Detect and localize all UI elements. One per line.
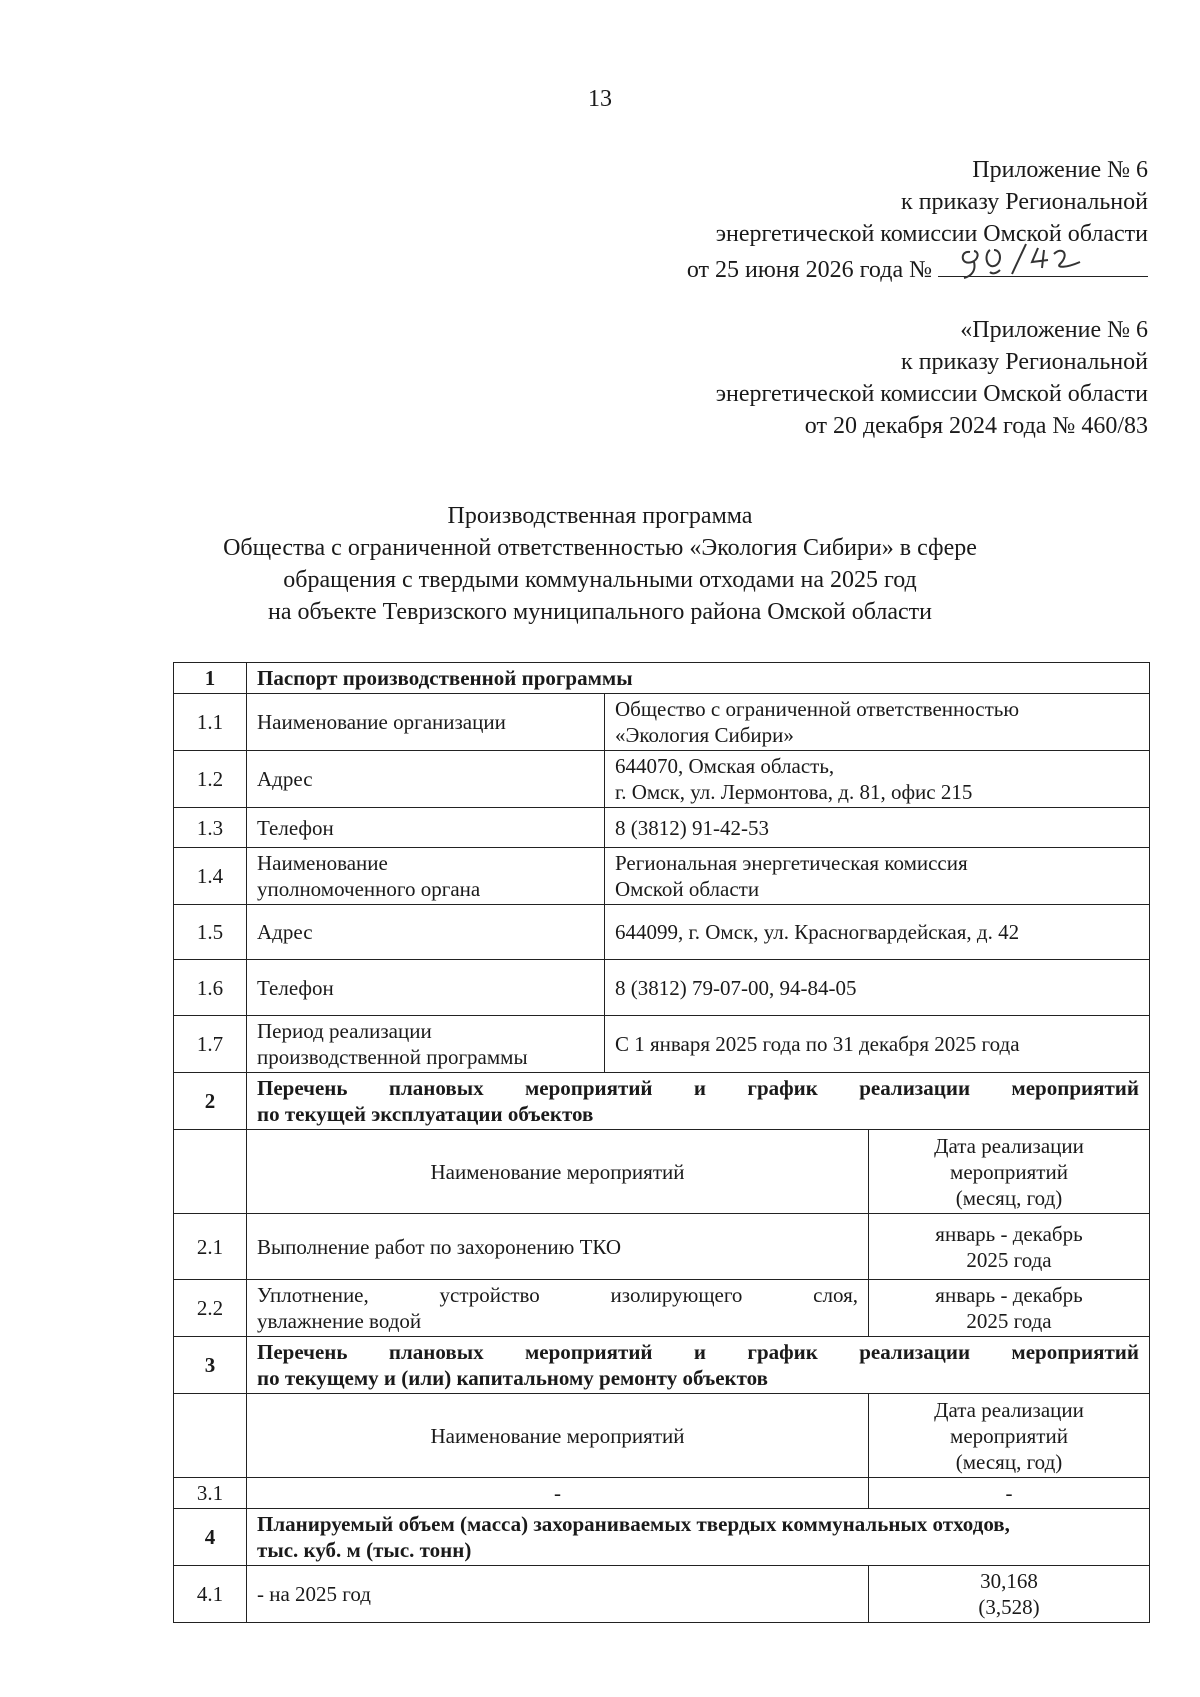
title-line: Общества с ограниченной ответственностью «Экология Сибири» в сфере (223, 535, 977, 561)
appendix-line: к приказу Региональной (901, 189, 1148, 215)
title-line: обращения с твердыми коммунальными отходами на 2025 год (283, 567, 917, 593)
column-header-line: мероприятий (950, 1423, 1068, 1448)
row-value-line: Общество с ограниченной ответственностью (615, 697, 1020, 721)
section-title (247, 1509, 1150, 1566)
section-number: 2 (174, 1073, 247, 1130)
row-number: 1.2 (174, 751, 247, 808)
row-value-line: 644070, Омская область, (615, 754, 835, 778)
column-header (869, 1394, 1150, 1478)
table-row (174, 960, 1150, 1016)
row-label: Наименование организации (247, 694, 605, 751)
section-title: Паспорт производственной программы (247, 663, 1150, 694)
table-row (174, 848, 1150, 905)
row-number: 1.4 (174, 848, 247, 905)
row-value: 644099, г. Омск, ул. Красногвардейская, д. 42 (605, 905, 1150, 960)
row-number: 1.7 (174, 1016, 247, 1073)
row-value-line: Региональная энергетическая комиссия (615, 851, 968, 875)
table-row (174, 694, 1150, 751)
table-row (174, 751, 1150, 808)
table-row (174, 1016, 1150, 1073)
measure-name: Выполнение работ по захоронению ТКО (247, 1214, 869, 1280)
measure-date-line: 2025 года (966, 1247, 1052, 1272)
column-header: Наименование мероприятий (247, 1130, 869, 1214)
column-header (869, 1130, 1150, 1214)
measure-date-line: январь - декабрь (935, 1283, 1083, 1307)
measure-name-line: Уплотнение, устройство изолирующего слоя, (257, 1283, 858, 1307)
appendix-line: к приказу Региональной (901, 349, 1148, 375)
appendix-line: Приложение № 6 (972, 157, 1148, 183)
section-title-line: по текущему и (или) капитальному ремонту объектов (257, 1366, 768, 1390)
table-row (174, 1509, 1150, 1566)
column-header-line: Дата реализации (934, 1133, 1084, 1158)
row-number: 1.5 (174, 905, 247, 960)
row-label (247, 1016, 605, 1073)
document-title (0, 500, 1200, 628)
row-value-line: Омской области (615, 877, 760, 901)
measure-date-line: 2025 года (966, 1309, 1052, 1333)
appendix-order-line (687, 250, 1148, 286)
measure-name: - на 2025 год (247, 1566, 869, 1623)
row-value: 8 (3812) 91-42-53 (605, 808, 1150, 848)
column-header-line: (месяц, год) (955, 1185, 1063, 1210)
section-title-line: Планируемый объем (масса) захораниваемых твердых коммунальных отходов, (257, 1512, 1010, 1536)
row-value (605, 694, 1150, 751)
table-row (174, 1073, 1150, 1130)
measure-name: - (247, 1478, 869, 1509)
table-row (174, 1337, 1150, 1394)
measure-date-line: январь - декабрь (935, 1221, 1083, 1246)
row-value-line: г. Омск, ул. Лермонтова, д. 81, офис 215 (615, 780, 973, 804)
planned-volume-line: 30,168 (980, 1569, 1038, 1593)
row-label: Адрес (247, 905, 605, 960)
row-label (247, 848, 605, 905)
row-number: 1.1 (174, 694, 247, 751)
column-header-line: мероприятий (950, 1159, 1068, 1184)
row-label-line: Период реализации (257, 1019, 432, 1043)
column-header-line: (месяц, год) (955, 1449, 1063, 1474)
section-title-line: по текущей эксплуатации объектов (257, 1102, 594, 1126)
table-row (174, 808, 1150, 848)
measure-date (869, 1214, 1150, 1280)
table-row (174, 905, 1150, 960)
appendix-line: от 20 декабря 2024 года № 460/83 (804, 413, 1148, 439)
row-label-line: уполномоченного органа (257, 877, 481, 901)
section-number: 1 (174, 663, 247, 694)
section-number: 4 (174, 1509, 247, 1566)
row-value: С 1 января 2025 года по 31 декабря 2025 года (605, 1016, 1150, 1073)
row-number: 3.1 (174, 1478, 247, 1509)
section-title-line: Перечень плановых мероприятий и график реализации мероприятий (257, 1076, 1139, 1100)
row-label: Телефон (247, 808, 605, 848)
title-line: на объекте Тевризского муниципального района Омской области (267, 599, 932, 625)
column-header: Наименование мероприятий (247, 1394, 869, 1478)
title-line: Производственная программа (447, 503, 753, 529)
measure-date (869, 1280, 1150, 1337)
appendix-line: энергетической комиссии Омской области (715, 381, 1148, 407)
row-number: 2.1 (174, 1214, 247, 1280)
section-title (247, 1073, 1150, 1130)
production-program-table (173, 662, 1150, 1623)
row-value (605, 751, 1150, 808)
row-number: 2.2 (174, 1280, 247, 1337)
table-row (174, 1478, 1150, 1509)
planned-volume (869, 1566, 1150, 1623)
appendix-date: от 25 июня 2026 года № (686, 257, 932, 283)
order-number-field (938, 250, 1148, 277)
empty-cell (174, 1394, 247, 1478)
table-row (174, 1394, 1150, 1478)
appendix-header-new (687, 154, 1148, 286)
section-title (247, 1337, 1150, 1394)
row-value: 8 (3812) 79-07-00, 94-84-05 (605, 960, 1150, 1016)
table-row (174, 1280, 1150, 1337)
row-value-line: «Экология Сибири» (615, 723, 794, 747)
handwritten-signature-icon (956, 240, 1106, 280)
page-number: 13 (588, 86, 612, 112)
row-number: 1.6 (174, 960, 247, 1016)
measure-name (247, 1280, 869, 1337)
row-value (605, 848, 1150, 905)
measure-date: - (869, 1478, 1150, 1509)
table-row (174, 663, 1150, 694)
appendix-line: «Приложение № 6 (960, 317, 1148, 343)
row-label: Адрес (247, 751, 605, 808)
table-row (174, 1566, 1150, 1623)
row-label: Телефон (247, 960, 605, 1016)
row-number: 1.3 (174, 808, 247, 848)
empty-cell (174, 1130, 247, 1214)
planned-volume-line: (3,528) (978, 1595, 1040, 1619)
row-label-line: производственной программы (257, 1045, 528, 1069)
measure-name-line: увлажнение водой (257, 1309, 422, 1333)
row-label-line: Наименование (257, 851, 388, 875)
section-title-line: Перечень плановых мероприятий и график реализации мероприятий (257, 1340, 1139, 1364)
row-number: 4.1 (174, 1566, 247, 1623)
table-row (174, 1214, 1150, 1280)
appendix-line: энергетической комиссии Омской области (715, 221, 1148, 247)
table-row (174, 1130, 1150, 1214)
section-title-line: тыс. куб. м (тыс. тонн) (257, 1538, 472, 1562)
appendix-header-old (716, 314, 1148, 442)
section-number: 3 (174, 1337, 247, 1394)
column-header-line: Дата реализации (934, 1397, 1084, 1422)
